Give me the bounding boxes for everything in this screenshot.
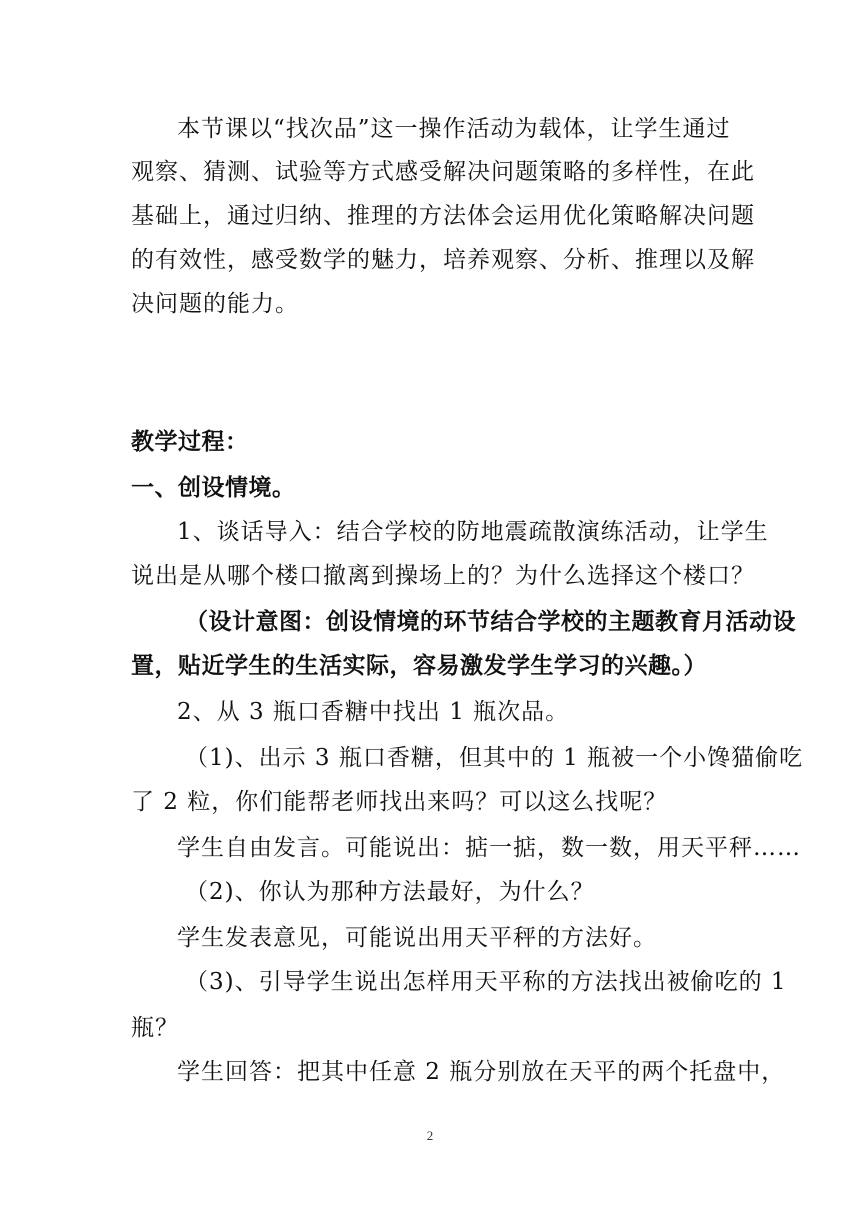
- item1-line-1: 1、谈话导入：结合学校的防地震疏散演练活动，让学生: [177, 519, 769, 545]
- answer1-line: 学生自由发言。可能说出：掂一掂，数一数，用天平秤……: [177, 835, 801, 861]
- sub1-line-2: 了 2 粒，你们能帮老师找出来吗？可以这么找呢？: [131, 789, 668, 815]
- item1-line-2: 说出是从哪个楼口撤离到操场上的？为什么选择这个楼口？: [131, 563, 755, 589]
- sub2-line: （2)、你认为那种方法最好，为什么？: [185, 879, 595, 905]
- item2-line: 2、从 3 瓶口香糖中找出 1 瓶次品。: [177, 699, 570, 725]
- intro-line-4: 的有效性，感受数学的魅力，培养观察、分析、推理以及解: [131, 247, 755, 273]
- section-heading-1: 一、创设情境。: [131, 475, 296, 501]
- sub3-line-2: 瓶？: [131, 1015, 179, 1041]
- intro-line-5: 决问题的能力。: [131, 291, 299, 317]
- design-note-line-2: 置，贴近学生的生活实际，容易激发学生学习的兴趣。）: [131, 653, 707, 679]
- page-number: 2: [426, 1128, 434, 1143]
- intro-line-3: 基础上，通过归纳、推理的方法体会运用优化策略解决问题: [131, 203, 755, 229]
- process-heading: 教学过程：: [131, 429, 249, 455]
- sub3-line-1: （3)、引导学生说出怎样用天平称的方法找出被偷吃的 1: [185, 969, 787, 995]
- intro-line-1: 本节课以“找次品”这一操作活动为载体，让学生通过: [177, 116, 731, 142]
- sub1-line-1: （1)、出示 3 瓶口香糖，但其中的 1 瓶被一个小馋猫偷吃: [185, 745, 804, 771]
- intro-line-2: 观察、猜测、试验等方式感受解决问题策略的多样性，在此: [131, 159, 755, 185]
- answer2-line: 学生发表意见，可能说出用天平秤的方法好。: [177, 925, 657, 951]
- design-note-line-1: （设计意图：创设情境的环节结合学校的主题教育月活动设: [185, 609, 796, 635]
- answer3-line: 学生回答：把其中任意 2 瓶分别放在天平的两个托盘中，: [177, 1059, 786, 1085]
